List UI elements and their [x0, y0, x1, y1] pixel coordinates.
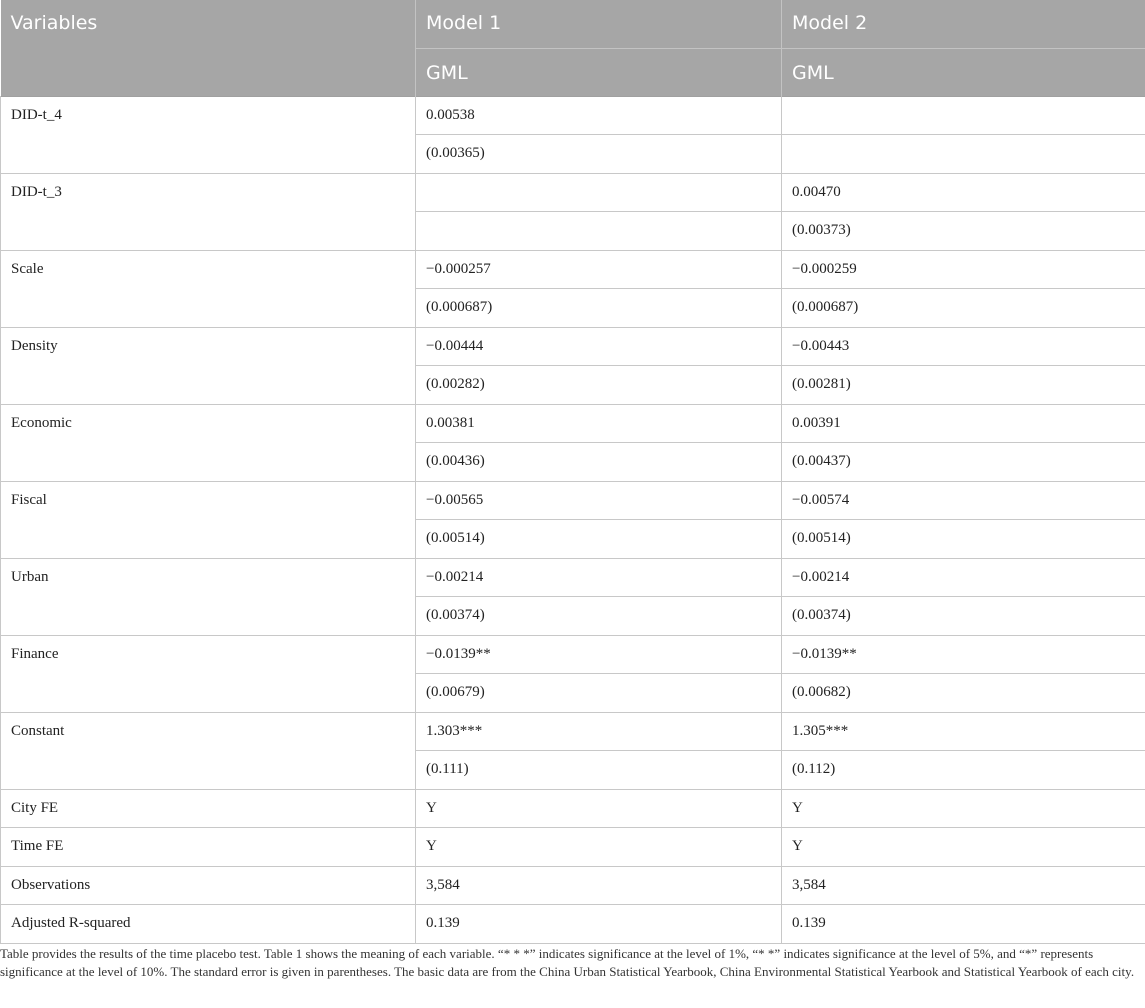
- model-1-value: Y: [416, 828, 782, 867]
- model-2-value: Y: [782, 828, 1145, 867]
- model-1-std-error: (0.111): [416, 751, 782, 790]
- model-2-std-error: (0.00437): [782, 443, 1145, 482]
- row-label: Fiscal: [1, 481, 416, 558]
- row-label: Economic: [1, 404, 416, 481]
- row-label: Constant: [1, 712, 416, 789]
- model-1-std-error: (0.00365): [416, 135, 782, 174]
- table-row: [1, 327, 1145, 366]
- table-row: [1, 866, 1145, 905]
- model-2-coefficient: −0.00214: [782, 558, 1145, 597]
- table-row: [1, 905, 1145, 944]
- header-model-1: Model 1: [416, 0, 782, 48]
- row-label: Finance: [1, 635, 416, 712]
- model-1-coefficient: [416, 173, 782, 212]
- model-2-coefficient: −0.00443: [782, 327, 1145, 366]
- header-model-1-sub: GML: [416, 48, 782, 96]
- model-1-coefficient: 1.303***: [416, 712, 782, 751]
- model-1-std-error: (0.00374): [416, 597, 782, 636]
- model-2-std-error: [782, 135, 1145, 174]
- table-row: [1, 96, 1145, 135]
- table-header: [1, 0, 1145, 96]
- model-2-std-error: (0.000687): [782, 289, 1145, 328]
- model-1-std-error: (0.00282): [416, 366, 782, 405]
- model-2-std-error: (0.00281): [782, 366, 1145, 405]
- row-label: DID-t_3: [1, 173, 416, 250]
- model-2-coefficient: 1.305***: [782, 712, 1145, 751]
- model-1-value: Y: [416, 789, 782, 828]
- table-row: [1, 712, 1145, 751]
- table-row: [1, 250, 1145, 289]
- table-row: [1, 173, 1145, 212]
- table-row: [1, 828, 1145, 867]
- table-row: [1, 404, 1145, 443]
- model-2-value: Y: [782, 789, 1145, 828]
- model-2-value: 0.139: [782, 905, 1145, 944]
- model-1-coefficient: 0.00381: [416, 404, 782, 443]
- model-1-coefficient: −0.00444: [416, 327, 782, 366]
- row-label: Adjusted R-squared: [1, 905, 416, 944]
- row-label: Scale: [1, 250, 416, 327]
- table-row: [1, 635, 1145, 674]
- model-1-std-error: (0.00514): [416, 520, 782, 559]
- model-1-coefficient: −0.00214: [416, 558, 782, 597]
- model-2-coefficient: [782, 96, 1145, 135]
- table-row: [1, 789, 1145, 828]
- model-1-value: 0.139: [416, 905, 782, 944]
- table-row: [1, 558, 1145, 597]
- model-2-std-error: (0.00373): [782, 212, 1145, 251]
- model-1-value: 3,584: [416, 866, 782, 905]
- model-2-value: 3,584: [782, 866, 1145, 905]
- model-1-coefficient: −0.0139**: [416, 635, 782, 674]
- model-2-std-error: (0.00682): [782, 674, 1145, 713]
- model-2-std-error: (0.00374): [782, 597, 1145, 636]
- row-label: Density: [1, 327, 416, 404]
- model-2-coefficient: 0.00470: [782, 173, 1145, 212]
- header-variables: Variables: [1, 0, 416, 96]
- table-body: [1, 96, 1145, 943]
- header-model-2-sub: GML: [782, 48, 1145, 96]
- model-1-coefficient: −0.000257: [416, 250, 782, 289]
- model-1-std-error: (0.000687): [416, 289, 782, 328]
- table-row: [1, 481, 1145, 520]
- model-1-std-error: (0.00436): [416, 443, 782, 482]
- model-2-coefficient: −0.0139**: [782, 635, 1145, 674]
- row-label: City FE: [1, 789, 416, 828]
- model-1-coefficient: −0.00565: [416, 481, 782, 520]
- row-label: Time FE: [1, 828, 416, 867]
- row-label: Urban: [1, 558, 416, 635]
- row-label: DID-t_4: [1, 96, 416, 173]
- model-1-std-error: (0.00679): [416, 674, 782, 713]
- model-1-std-error: [416, 212, 782, 251]
- model-2-coefficient: −0.00574: [782, 481, 1145, 520]
- model-2-coefficient: 0.00391: [782, 404, 1145, 443]
- table-footnote: Table provides the results of the time placebo test. Table 1 shows the meaning of each variable. “* * *” indicates significance at the level of 1%, “* *” indicates significance at the level of 5%, and “*” represents significance at the level of 10%. The standard error is given in parentheses. The basic data are from the China Urban Statistical Yearbook, China Environmental Statistical Yearbook and Statistical Yearbook of each city.: [0, 946, 1135, 979]
- model-2-std-error: (0.112): [782, 751, 1145, 790]
- model-2-coefficient: −0.000259: [782, 250, 1145, 289]
- model-1-coefficient: 0.00538: [416, 96, 782, 135]
- row-label: Observations: [1, 866, 416, 905]
- model-2-std-error: (0.00514): [782, 520, 1145, 559]
- header-model-2: Model 2: [782, 0, 1145, 48]
